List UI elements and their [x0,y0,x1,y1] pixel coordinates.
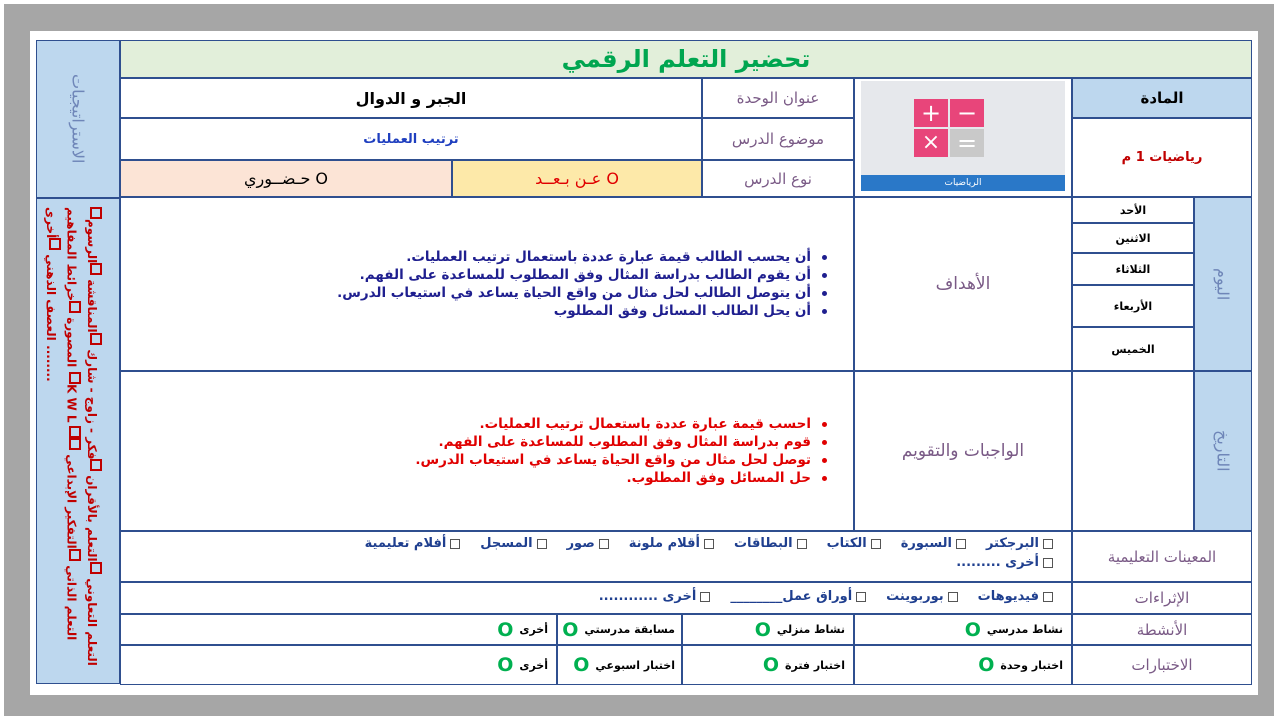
checkbox-icon[interactable] [69,438,81,450]
subject-label: المادة [1072,78,1252,118]
objective-item: أن يحل الطالب المسائل وفق المطلوب [337,302,833,320]
checkbox-label: المسجل [480,536,533,551]
objectives-content [120,197,854,371]
activity-home[interactable]: نشاط منزلي O [682,614,854,645]
unit-value: الجبر و الدوال [120,78,702,118]
checkbox-option[interactable] [986,536,1057,551]
aids-content [120,531,1072,582]
checkbox-label: فيديوهات [977,589,1039,604]
checkbox-option[interactable] [827,536,885,551]
homework-list [415,415,833,487]
checkbox-icon[interactable] [69,372,81,384]
aids-label: المعينات التعليمية [1072,531,1252,582]
checkbox-option[interactable] [978,589,1057,604]
subject-icon-cell [854,78,1072,197]
remote-option[interactable]: عـن بـعــد O [452,160,702,197]
day-monday: الاثنين [1072,223,1194,253]
checkbox-option[interactable] [901,536,970,551]
checkbox-icon[interactable] [956,539,966,549]
checkbox-icon[interactable] [69,549,81,561]
checkbox-option[interactable] [734,536,811,551]
day-wednesday: الأربعاء [1072,285,1194,327]
checkbox-icon[interactable] [871,539,881,549]
strategy-item[interactable]: المناقشة [85,275,99,345]
checkbox-icon[interactable] [704,539,714,549]
homework-item: قوم بدراسة المثال وفق المطلوب للمساعدة على الفهم. [415,433,833,451]
objectives-list [337,248,833,320]
homework-item: توصل لحل مثال من واقع الحياة يساعد في استيعاب الدرس. [415,451,833,469]
checkbox-icon[interactable] [49,238,61,250]
outer-frame [4,4,1274,716]
checkbox-option[interactable] [365,536,465,551]
strategy-item[interactable]: التفكير الإبداعي [65,450,79,561]
calculator-icon: + − × = الرياضيات [861,81,1065,191]
day-label: اليوم [1194,197,1252,371]
checkbox-icon[interactable] [69,426,81,438]
day-tuesday: الثلاثاء [1072,253,1194,285]
page [30,31,1258,695]
strategies-items [41,207,103,677]
strategy-item[interactable]: التعلم بالأقران [85,471,99,574]
checkbox-icon[interactable] [1043,558,1053,568]
checkbox-option[interactable] [886,589,962,604]
checkbox-icon[interactable] [69,301,81,313]
activities-label: الأنشطة [1072,614,1252,645]
checkbox-icon[interactable] [90,207,102,219]
checkbox-label: أفلام تعليمية [364,536,447,551]
enrichment-items [135,589,1057,604]
strategies-heading: الاستراتيجيات [36,40,120,198]
checkbox-option[interactable] [480,536,550,551]
checkbox-icon[interactable] [537,539,547,549]
enrichment-content [120,582,1072,614]
checkbox-icon[interactable] [797,539,807,549]
checkbox-icon[interactable] [90,562,102,574]
page-title: تحضير التعلم الرقمي [120,40,1252,78]
date-label: التاريخ [1194,371,1252,531]
day-thursday: الخميس [1072,327,1194,371]
date-value[interactable] [1072,371,1194,531]
objectives-label: الأهداف [854,197,1072,371]
strategy-item[interactable]: التعلم الذاتي [65,426,79,640]
in-person-option[interactable]: حـضــوري O [120,160,452,197]
homework-item: حل المسائل وفق المطلوب. [415,469,833,487]
checkbox-label: السبورة [900,536,952,551]
test-weekly[interactable]: اختبار اسبوعي O [557,645,682,685]
aids-items [135,536,1057,551]
strategy-item[interactable]: خرائط المفاهيم [65,207,79,372]
activity-school[interactable]: نشاط مدرسي O [854,614,1072,645]
strategy-item[interactable]: العصف الذهني [44,250,79,450]
homework-content [120,371,854,531]
test-unit[interactable]: اختبار وحدة O [854,645,1072,685]
checkbox-label: البطاقات [733,536,793,551]
strategy-item[interactable]: أخرى ........ [44,207,58,382]
homework-label: الواجبات والتقويم [854,371,1072,531]
checkbox-icon[interactable] [90,459,102,471]
tests-label: الاختبارات [1072,645,1252,685]
checkbox-icon[interactable] [90,333,102,345]
lesson-label: موضوع الدرس [702,118,854,160]
checkbox-icon[interactable] [599,539,609,549]
checkbox-option[interactable] [599,589,715,604]
activity-competition[interactable]: مسابقة مدرستي O [557,614,682,645]
checkbox-icon[interactable] [90,263,102,275]
day-sunday: الأحد [1072,197,1194,223]
checkbox-label: البرجكتر [985,536,1039,551]
checkbox-icon[interactable] [1043,592,1053,602]
strategy-item[interactable]: التعلم التعاوني [85,207,99,666]
lesson-type-label: نوع الدرس [702,160,854,197]
checkbox-icon[interactable] [856,592,866,602]
aids-other[interactable]: أخرى ......... [135,555,1057,570]
lesson-value: ترتيب العمليات [120,118,702,160]
test-other[interactable]: أخرى O [120,645,557,685]
checkbox-icon[interactable] [948,592,958,602]
homework-item: احسب قيمة عبارة عددة باستعمال ترتيب العمليات. [415,415,833,433]
checkbox-label: الكتاب [826,536,867,551]
checkbox-label: بوربوينت [886,589,944,604]
subject-value: رياضيات 1 م [1072,118,1252,197]
activity-other[interactable]: أخرى O [120,614,557,645]
checkbox-option[interactable] [730,589,870,604]
checkbox-label: أخرى ............ [598,589,697,604]
checkbox-label: صور [566,536,595,551]
unit-label: عنوان الوحدة [702,78,854,118]
objective-item: أن يتوصل الطالب لحل مثال من واقع الحياة يساعد في استيعاب الدرس. [337,284,833,302]
checkbox-icon[interactable] [1043,539,1053,549]
checkbox-icon[interactable] [700,592,710,602]
enrichment-label: الإثراءات [1072,582,1252,614]
test-term[interactable]: اختبار فترة O [682,645,854,685]
objective-item: أن يحسب الطالب قيمة عبارة عددة باستعمال ترتيب العمليات. [337,248,833,266]
checkbox-label: أوراق عمل________ [730,589,853,604]
checkbox-option[interactable] [629,536,718,551]
strategy-item[interactable]: K W L [65,372,79,427]
checkbox-option[interactable] [567,536,613,551]
checkbox-label: أقلام ملونة [628,536,700,551]
strategies-list [36,198,120,684]
checkbox-icon[interactable] [450,539,460,549]
strategy-item[interactable]: فكر - زاوج - شارك [85,345,99,472]
objective-item: أن يقوم الطالب بدراسة المثال وفق المطلوب للمساعدة على الفهم. [337,266,833,284]
strategy-item[interactable]: الرسوم المصورة [65,219,100,367]
